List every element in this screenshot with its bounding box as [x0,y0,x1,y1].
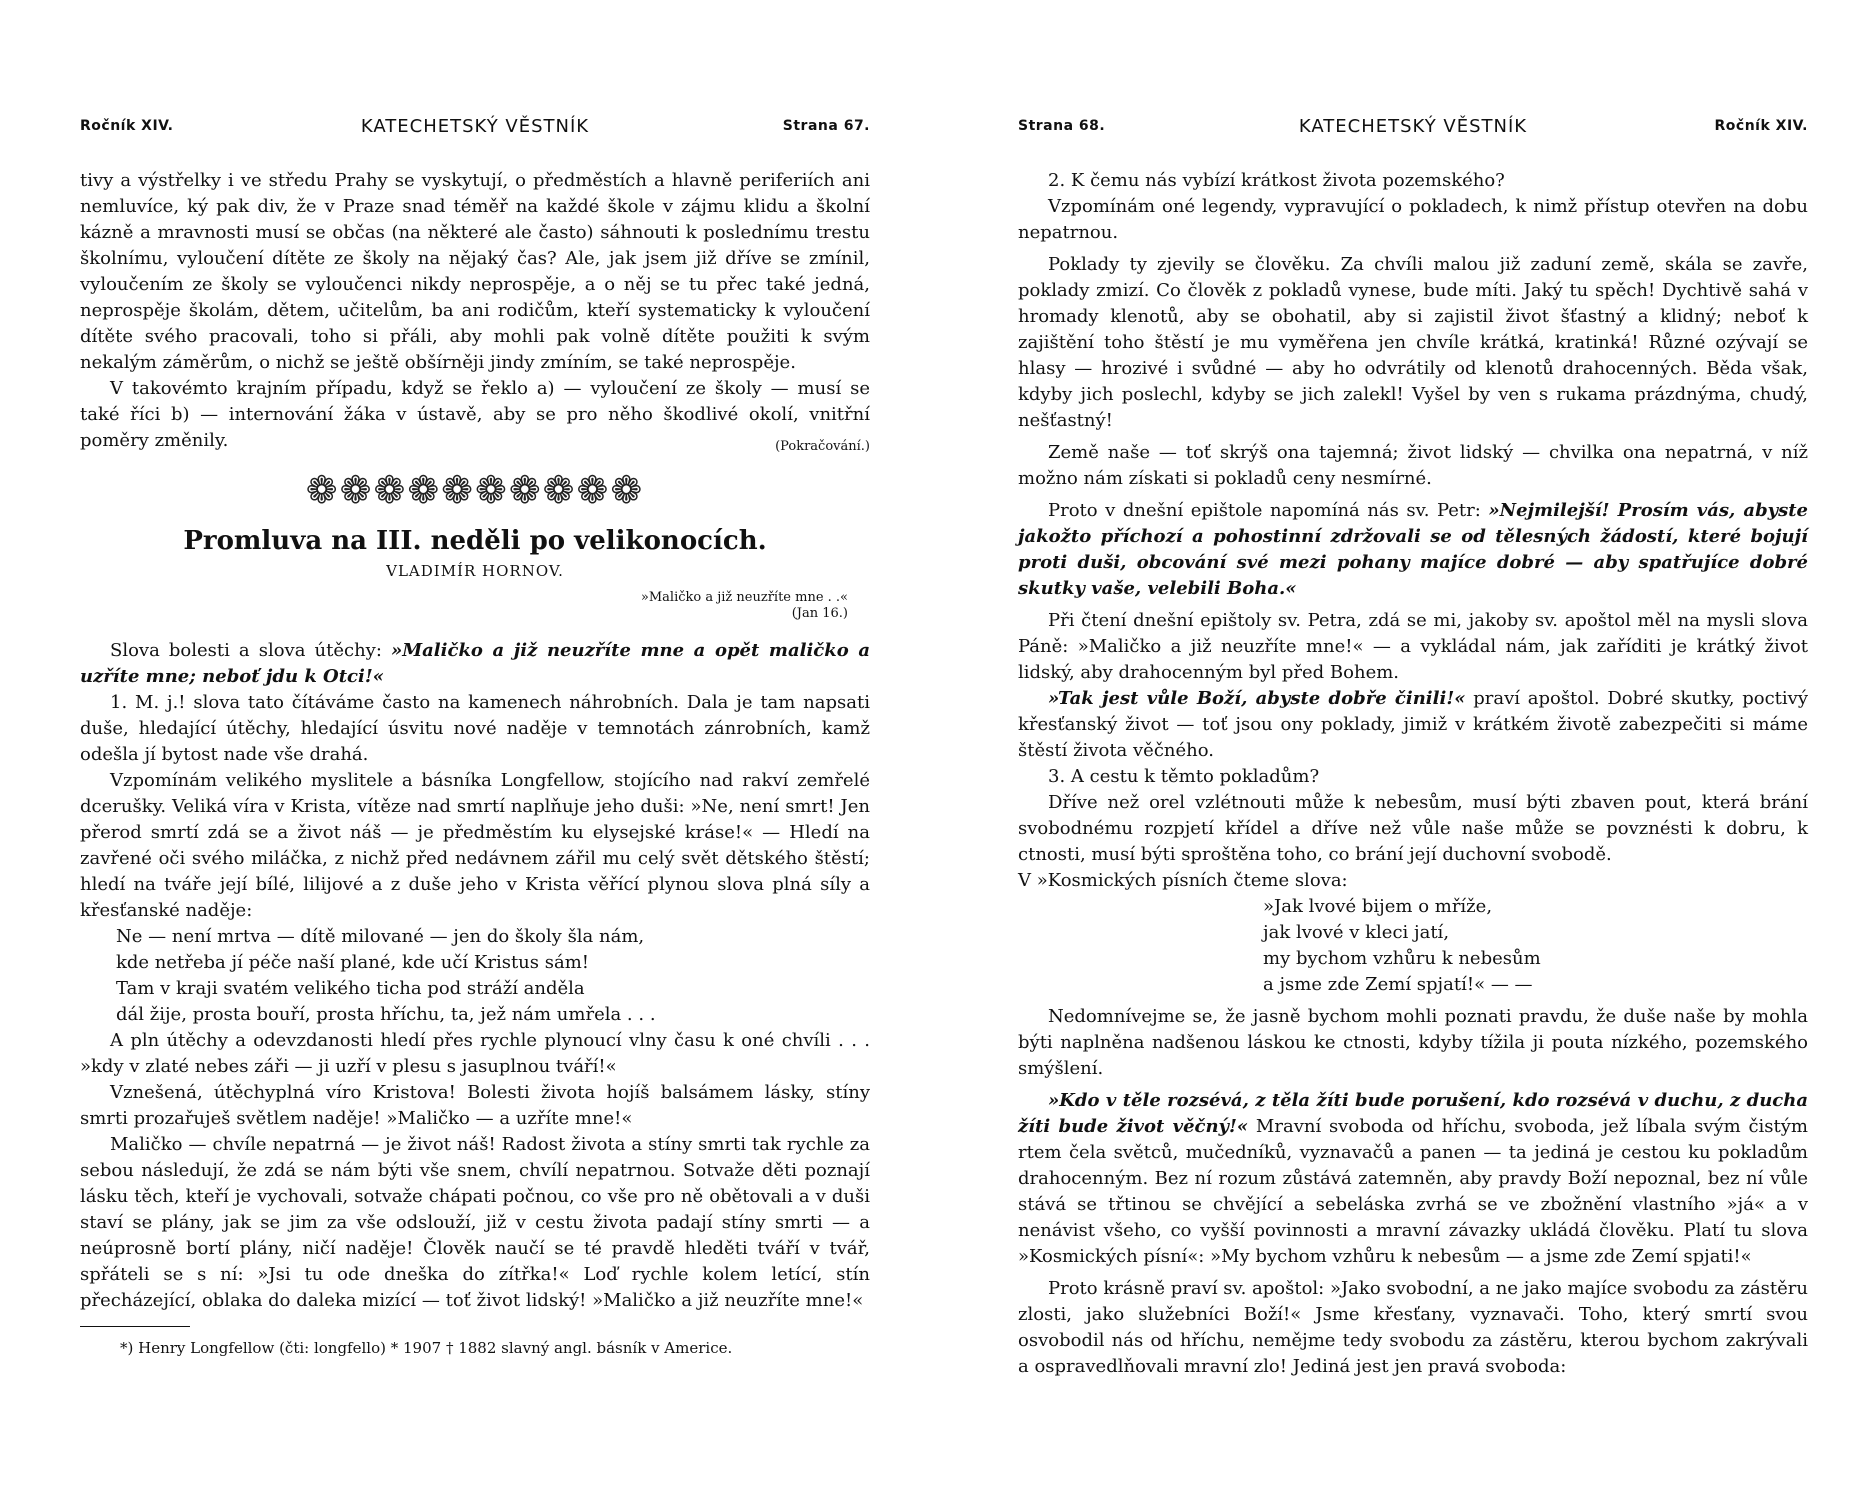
paragraph: Maličko — chvíle nepatrná — je život náš! Radost života a stíny smrti tak rychle za sebou následují, že zdá se nám býti vše snem, chvílí nepatrnou. Sotvaže děti poznají lásku těch, kteří je vychovali, sotvaže chápati počnou, co vše pro ně obětovali a v duši staví se plány, jak se jim za vše odslouží, již v cestu života padají stíny smrti — a neúprosně bortí plány, ničí naděje! Člověk naučí se té pravdě hleděti tváří v tvář, spřáteli se s ní: »Jsi tu ode dneška do zítřka!« Loď rychle kolem letící, stín přecházející, oblaka do daleka mizící — toť život lidský! »Maličko a již neuzříte mne!« [80,1134,870,1311]
sermon-title: Promluva na III. neděli po velikonocích. [183,526,767,556]
paragraph: V »Kosmických písních čteme slova: [1018,870,1348,891]
footnote: *) Henry Longfellow (čti: longfello) * 1907 † 1882 slavný angl. básník v Americe. [120,1339,733,1357]
poem-line: »Jak lvové bijem o mříže, [1263,896,1493,917]
paragraph: Nedomnívejme se, že jasně bychom mohli poznati pravdu, že duše naše by mohla býti naplněna nadšenou láskou ke ctnosti, kdyby tížila ji pouta nízkého, pozemského smýšlení. [1018,1006,1808,1079]
paragraph: Dříve než orel vzlétnouti může k nebesům, musí býti zbaven pout, která brání svobodnému rozpjetí křídel a dříve než vůle naše může se povznésti k dobru, k ctnosti, musí býti sproštěna toho, co brání její duchovní svobodě. [1018,792,1808,865]
journal-title: KATECHETSKÝ VĚSTNÍK [360,116,590,137]
continued-note: (Pokračování.) [775,439,870,454]
paragraph-text: Slova bolesti a slova útěchy: [110,640,391,661]
intro-paragraph-2: V takovémto krajním případu, když se řeklo a) — vyloučení ze školy — musí se také říci b) — internování žáka v ústavě, aby se pro něho škodlivé okolí, vnitřní poměry změnily. [80,378,870,451]
left-page-header [80,112,870,142]
page-number: Strana 67. [782,118,870,134]
intro-paragraph: tivy a výstřelky i ve středu Prahy se vyskytují, o předměstích a hlavně periferiích ani nemluvíce, ký pak div, že v Praze snad téměř na každé škole v zájmu klidu a školní kázně a mravnosti musí se občas (na některé ale často) sáhnouti k poslednímu trestu školnímu, vyloučení dítěte ze školy na nějaký čas? Ale, jak jsem již dříve se zmínil, vyloučením ze školy se vyloučenci nikdy neprospěje, a o něj se tu přec také jedná, neprospěje školám, dětem, učitelům, ba ani rodičům, kteří systematicky k vyloučení dítěte svého pracovali, toho si přáli, aby mohli pak volně dítěte použiti k svým nekalým záměrům, o nichž se ještě obšírněji jindy zmíním, se také neprospěje. [80,170,870,373]
paragraph: Vznešená, útěchyplná víro Kristova! Bolesti života hojíš balsámem lásky, stíny smrti prozařuješ světlem naděje! »Maličko — a uzříte mne!« [80,1082,870,1129]
left-page [80,112,870,1452]
paragraph [1018,1088,1808,1270]
motto-text: »Maličko a již neuzříte mne . .« [640,590,848,605]
quote-text: »Nejmilejší! Prosím vás, abyste jakožto příchozí a pohostinní zdržovali se od tělesných žádostí, které bojují proti duši, obcování své mezi pohany majíce dobré — aby spatřujíce dobré skutky vaše, velebili Boha.« [1018,500,1809,599]
quote-text: »Kdo v těle rozsévá, z těla žíti bude porušení, kdo rozsévá v duchu, z ducha žíti bude život věčný!« [1018,1090,1808,1137]
left-page-body [80,168,870,1361]
poem-line: Tam v kraji svatém velikého ticha pod stráží anděla [116,978,585,999]
paragraph [1018,498,1808,602]
right-page [1018,112,1808,1452]
paragraph: Vzpomínám velikého myslitele a básníka Longfellow, stojícího nad rakví zemřelé dcerušky. Veliká víra v Krista, vítěze nad smrtí naplňuje jeho duši: »Ne, není smrt! Jen přerod smrtí zdá se a život náš — je předměstím ku elysejské kráse!« — Hledí na zavřené oči svého miláčka, z nichž před nedávnem zářil mu celý svět dětského štěstí; hledí na tváře její bílé, lilijové a z duše jeho v Krista věřící plynou slova plná síly a křesťanské naděje: [80,770,870,921]
motto-reference: (Jan 16.) [791,606,848,621]
motto [80,590,870,622]
paragraph-text: Mravní svoboda od hříchu, svoboda, jež líbala svým čistým rtem čela světců, mučedníků, vyznavačů a panen — ta jediná je cestou ku pokladům drahocenným. Bez ní rozum zůstává zatemněn, aby pravdy Boží nepoznal, bez ní vůle stává se třtinou se chvějící a sebeláska zvrhá se ve zbožnění vlastního »já« a v nenávist všeho, co vyšší povinnosti a mravní závazky ukládá člověku. Platí tu slova »Kosmických písní«: »My bychom vzhůru k nebesům — a jsme zde Zemí spjati!« [1018,1116,1808,1267]
section-question: 2. K čemu nás vybízí krátkost života pozemského? [1048,170,1505,191]
paragraph: A pln útěchy a odevzdanosti hledí přes rychle plynoucí vlny času k oné chvíli . . . »kdy v zlaté nebes záři — ji uzří v plesu s jasuplnou tváří!« [80,1030,870,1077]
poem-line: a jsme zde Zemí spjatí!« — — [1263,974,1533,995]
paragraph: 1. M. j.! slova tato čítáváme často na kamenech náhrobních. Dala je tam napsati duše, hledající útěchy, hledající úsvitu nové naděje v temnotách zánrobních, kamž odešla jí bytost nade vše drahá. [80,692,870,765]
journal-title: KATECHETSKÝ VĚSTNÍK [1298,116,1528,137]
quote-text: »Maličko a již neuzříte mne a opět maličko a uzříte mne; neboť jdu k Otci!« [80,640,870,687]
poem-line: kde netřeba jí péče naší plané, kde učí Kristus sám! [116,952,590,973]
paragraph [80,638,870,690]
sermon-author: VLADIMÍR HORNOV. [386,562,564,580]
poem-line: dál žije, prosta bouří, prosta hříchu, ta, jež nám umřela . . . [116,1004,656,1025]
poem-line: jak lvové v kleci jatí, [1263,922,1450,943]
poem [80,924,870,1028]
footnote-rule [80,1326,190,1327]
volume-label: Ročník XIV. [1714,118,1808,134]
poem-line: my bychom vzhůru k nebesům [1263,948,1541,969]
paragraph: Země naše — toť skrýš ona tajemná; život lidský — chvilka ona nepatrná, v níž možno nám získati si pokladů ceny nesmírné. [1018,442,1808,489]
paragraph: Při čtení dnešní epištoly sv. Petra, zdá se mi, jakoby sv. apoštol měl na mysli slova Páně: »Maličko a již neuzříte mne!« — a vykládal nám, jak zaříditi je krátký život lidský, aby drahocenným byl před Bohem. [1018,610,1808,683]
section-question: 3. A cestu k těmto pokladům? [1048,766,1320,787]
paragraph: Poklady ty zjevily se člověku. Za chvíli malou již zaduní země, skála se zavře, poklady zmizí. Co člověk z pokladů vynese, bude míti. Jaký tu spěch! Dychtivě sahá v hromady klenotů, aby se obohatil, aby si zajistil život šťastný a klidný; neboť k zajištění toho štěstí je mu vyměřena jen chvíle krátká, kratinká! Různé ozývají se hlasy — hrozivé i svůdné — aby ho odvrátily od klenotů drahocenných. Běda však, kdyby jich poslechl, kdyby se jich zalekl! Vyšel by ven s rukama prázdnýma, chudý, nešťastný! [1018,254,1808,431]
paragraph: Vzpomínám oné legendy, vypravující o pokladech, k nimž přístup otevřen na dobu nepatrnou. [1018,196,1808,243]
poem-line: Ne — není mrtva — dítě milované — jen do školy šla nám, [116,926,645,947]
quote-text: »Tak jest vůle Boží, abyste dobře činili!« [1048,688,1466,709]
paragraph: Proto krásně praví sv. apoštol: »Jako svobodní, a ne jako majíce svobodu za zástěru zlosti, jako služebníci Boží!« Jsme křesťany, vyznavači. Toho, který smrtí svou osvobodil nás od hříchu, nemějme tedy svobodu za zástěru, kterou bychom zakrývali a ospravedlňovali mravní zlo! Jediná jest jen pravá svoboda: [1018,1278,1808,1377]
paragraph [1018,686,1808,764]
right-page-header [1018,112,1808,142]
paragraph-text: Proto v dnešní epištole napomíná nás sv. Petr: [1048,500,1489,521]
right-page-body [1018,168,1808,1380]
volume-label: Ročník XIV. [80,118,174,134]
page-number: Strana 68. [1018,118,1106,134]
ornament-divider: ❁❁❁❁❁❁❁❁❁❁ [305,468,645,512]
paragraph-text: praví apoštol. Dobré skutky, poctivý křesťanský život — toť jsou ony poklady, jimiž v krátkém životě zabezpečiti si máme štěstí života věčného. [1018,688,1808,761]
poem [1018,894,1808,998]
